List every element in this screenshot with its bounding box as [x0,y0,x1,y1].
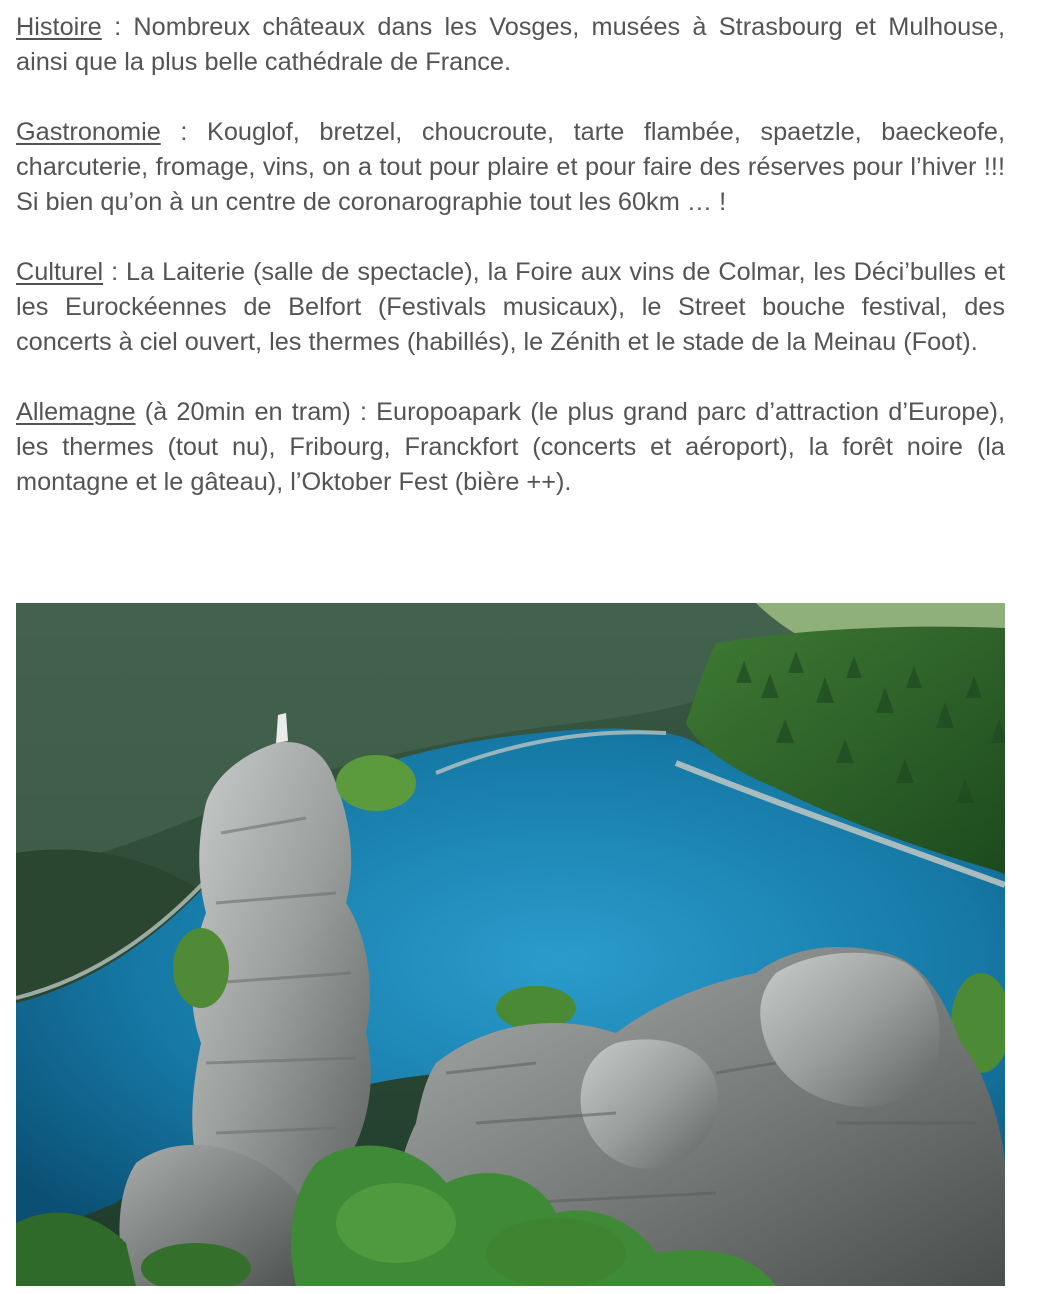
paragraph-culturel [16,255,1005,360]
lake-photo [16,603,1005,1286]
term-gastronomie: Gastronomie [16,118,161,146]
term-histoire: Histoire [16,13,102,41]
paragraph-gastronomie [16,115,1005,220]
document-body [16,10,1005,535]
lake-landscape-illustration [16,603,1005,1286]
term-culturel: Culturel [16,258,104,286]
paragraph-culturel-text: : La Laiterie (salle de spectacle), la Foire aux vins de Colmar, les Déci’bulles et les Eurockéennes de Belfort (Festivals musicaux), le Street bouche festival, des concerts à ciel ouvert, les thermes (habillés), le Zénith et le stade de la Meinau (Foot). [16,258,1005,356]
paragraph-gastronomie-text: : Kouglof, bretzel, choucroute, tarte flambée, spaetzle, baeckeofe, charcuterie, fromage, vins, on a tout pour plaire et pour faire des réserves pour l’hiver !!! Si bien qu’on à un centre de coronarographie tout les 60km … ! [16,118,1005,216]
paragraph-histoire [16,10,1005,80]
term-allemagne: Allemagne [16,398,136,426]
paragraph-allemagne-text: (à 20min en tram) : Europoapark (le plus grand parc d’attraction d’Europe), les thermes (tout nu), Fribourg, Franckfort (concerts et aéroport), la forêt noire (la montagne et le gâteau), l’Oktober Fest (bière ++). [16,398,1005,496]
paragraph-histoire-text: : Nombreux châteaux dans les Vosges, musées à Strasbourg et Mulhouse, ainsi que la plus belle cathédrale de France. [16,13,1005,76]
paragraph-allemagne [16,395,1005,500]
